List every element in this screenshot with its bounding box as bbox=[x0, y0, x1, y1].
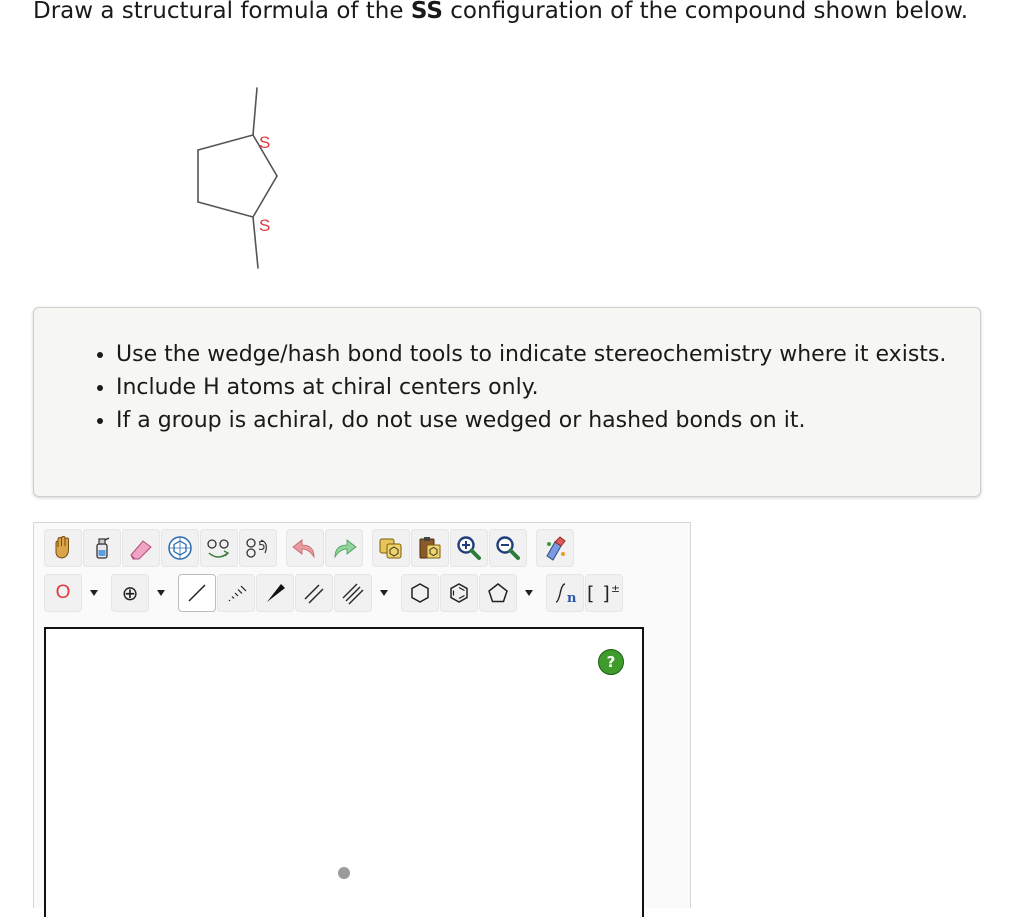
charge-label: ⊕ bbox=[121, 581, 139, 605]
hash-bond-icon bbox=[223, 580, 249, 606]
renumber-button[interactable] bbox=[239, 529, 277, 567]
zoom-out-button[interactable] bbox=[489, 529, 527, 567]
configuration-label: SS bbox=[410, 0, 443, 24]
brackets-label: [ ]± bbox=[586, 581, 622, 605]
eraser-icon bbox=[127, 535, 155, 561]
hand-tool-button[interactable] bbox=[44, 529, 82, 567]
ring-template-icon bbox=[166, 534, 194, 562]
main-toolbar bbox=[44, 529, 575, 567]
stereo-label-top: S bbox=[259, 133, 271, 152]
atom-map-button[interactable] bbox=[200, 529, 238, 567]
wedge-bond-button[interactable] bbox=[256, 574, 294, 612]
molecule-structure bbox=[160, 80, 320, 280]
redo-button[interactable] bbox=[325, 529, 363, 567]
undo-button[interactable] bbox=[286, 529, 324, 567]
instruction-item: • Include H atoms at chiral centers only. bbox=[116, 371, 980, 404]
zoom-out-icon bbox=[494, 534, 522, 562]
benzene-button[interactable] bbox=[440, 574, 478, 612]
atom-label: O bbox=[55, 582, 71, 603]
clean-structure-button[interactable] bbox=[536, 529, 574, 567]
charge-dropdown[interactable] bbox=[150, 574, 172, 612]
hand-icon bbox=[50, 535, 76, 561]
instructions-panel bbox=[33, 307, 981, 497]
double-bond-icon bbox=[301, 580, 327, 606]
atom-tool-button[interactable] bbox=[44, 574, 82, 612]
redo-icon bbox=[329, 535, 359, 561]
canvas-center-marker bbox=[338, 867, 350, 879]
instruction-item: • Use the wedge/hash bond tools to indicate stereochemistry where it exists. bbox=[116, 338, 980, 371]
question-text: Draw a structural formula of the SS configuration of the compound shown below. bbox=[33, 0, 969, 24]
single-bond-icon bbox=[184, 580, 210, 606]
copy-button[interactable] bbox=[372, 529, 410, 567]
charge-tool-button[interactable] bbox=[111, 574, 149, 612]
clean-icon bbox=[541, 534, 569, 562]
ring-dropdown[interactable] bbox=[518, 574, 540, 612]
instructions-list bbox=[34, 338, 980, 437]
single-bond-button[interactable] bbox=[178, 574, 216, 612]
hexagon-icon bbox=[407, 580, 433, 606]
help-button[interactable]: ? bbox=[598, 649, 624, 675]
pentagon-icon bbox=[485, 580, 511, 606]
bond-dropdown[interactable] bbox=[373, 574, 395, 612]
caret-down-icon bbox=[379, 589, 389, 597]
instruction-item: • If a group is achiral, do not use wedged or hashed bonds on it. bbox=[116, 404, 980, 437]
atom-map-icon bbox=[204, 535, 234, 561]
brackets-button[interactable] bbox=[585, 574, 623, 612]
ring-template-button[interactable] bbox=[161, 529, 199, 567]
eraser-button[interactable] bbox=[122, 529, 160, 567]
drawing-toolbar bbox=[44, 574, 624, 612]
sgroup-icon bbox=[550, 580, 580, 606]
chain-tool-button[interactable] bbox=[83, 529, 121, 567]
copy-icon bbox=[377, 535, 405, 561]
bottle-icon bbox=[89, 535, 115, 561]
caret-down-icon bbox=[524, 589, 534, 597]
double-bond-button[interactable] bbox=[295, 574, 333, 612]
atom-dropdown[interactable] bbox=[83, 574, 105, 612]
renumber-icon bbox=[243, 535, 273, 561]
structure-editor bbox=[33, 522, 691, 908]
cyclohexane-button[interactable] bbox=[401, 574, 439, 612]
svg-text:5: 5 bbox=[258, 539, 266, 553]
zoom-in-button[interactable] bbox=[450, 529, 488, 567]
paste-button[interactable] bbox=[411, 529, 449, 567]
cyclopentane-button[interactable] bbox=[479, 574, 517, 612]
sgroup-button[interactable] bbox=[546, 574, 584, 612]
paste-icon bbox=[416, 535, 444, 561]
stereo-label-bottom: S bbox=[259, 216, 271, 235]
sgroup-label: n bbox=[567, 591, 577, 606]
benzene-icon bbox=[446, 580, 472, 606]
triple-bond-icon bbox=[340, 580, 366, 606]
caret-down-icon bbox=[89, 589, 99, 597]
hash-bond-button[interactable] bbox=[217, 574, 255, 612]
undo-icon bbox=[290, 535, 320, 561]
caret-down-icon bbox=[156, 589, 166, 597]
triple-bond-button[interactable] bbox=[334, 574, 372, 612]
wedge-bond-icon bbox=[262, 580, 288, 606]
drawing-canvas[interactable] bbox=[44, 627, 644, 917]
zoom-in-icon bbox=[455, 534, 483, 562]
